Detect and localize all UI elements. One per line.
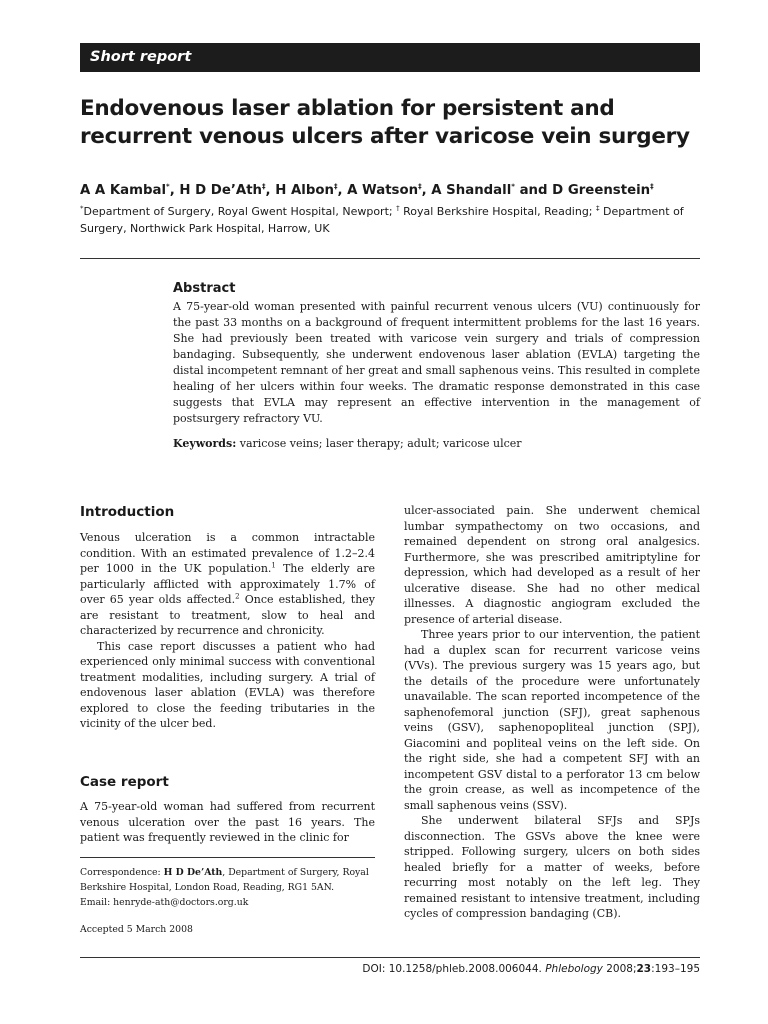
- journal-name: Phlebology: [545, 963, 603, 975]
- keywords-label: Keywords:: [173, 437, 237, 450]
- title-line-1: Endovenous laser ablation for persistent and: [80, 96, 615, 121]
- abstract-heading: Abstract: [173, 281, 236, 296]
- title-line-2: recurrent venous ulcers after varicose vein surgery: [80, 124, 690, 149]
- affiliation-mark: ‡: [596, 204, 600, 213]
- case-report-paragraph: A 75-year-old woman had suffered from recurrent venous ulceration over the past 16 years. The patient was frequently reviewed in the clinic for: [80, 800, 375, 844]
- affiliation-mark: ‡: [333, 182, 338, 191]
- citation-footer: [362, 962, 700, 977]
- author-name: , H Albon: [265, 183, 334, 198]
- affiliation-text: Department of Surgery, Northwick Park Hospital, Harrow, UK: [80, 205, 684, 235]
- author-list: [80, 181, 705, 201]
- section-label-banner: [80, 43, 700, 72]
- affiliation-text: Department of Surgery, Royal Gwent Hospital, Newport;: [83, 205, 397, 218]
- body-paragraph: She underwent bilateral SFJs and SPJs disconnection. The GSVs above the knee were stripped. Following surgery, ulcers on both sides healed briefly for a matter of weeks, before recurring most notably on the left leg. They remained resistant to intensive treatment, including cycles of compression bandaging (CB).: [404, 814, 700, 920]
- author-name: , A Shandall: [421, 183, 512, 198]
- author-name: , A Watson: [337, 183, 419, 198]
- case-report-heading: Case report: [80, 774, 169, 790]
- affiliation-mark: ‡: [418, 182, 422, 191]
- header-divider: [80, 258, 700, 259]
- text-run: Once established, they are resistant to treatment, slow to heal and characterized by recurrence and chronicity.: [80, 593, 376, 637]
- article-title: [80, 95, 705, 151]
- abstract-block: [173, 279, 700, 427]
- affiliation-mark: *: [511, 182, 515, 191]
- correspondence: [80, 865, 380, 910]
- author-name: and D Greenstein: [514, 183, 651, 198]
- affiliation-mark: ‡: [650, 182, 654, 191]
- abstract-text: A 75-year-old woman presented with painful recurrent venous ulcers (VU) continuously for the past 33 months on a background of frequent intermittent problems for the last 16 years. She had previously been treated with varicose vein surgery and trials of compression bandaging. Subsequently, she underwent endovenous laser ablation (EVLA) targeting the distal incompetent remnant of her great and small saphenous veins. This resulted in complete healing of her ulcers within four weeks. The dramatic response demonstrated in this case suggests that EVLA may represent an effective intervention in the management of postsurgery refractory VU.: [173, 300, 700, 425]
- affiliation-mark: *: [166, 182, 170, 191]
- keywords: [173, 436, 700, 452]
- introduction-paragraph: [80, 530, 375, 639]
- journal-pages: :193–195: [651, 963, 700, 975]
- footnote-divider: [80, 857, 375, 858]
- body-paragraph: Three years prior to our intervention, the patient had a duplex scan for recurrent varicose veins (VVs). The previous surgery was 15 years ago, but the details of the procedure were unfortunately unavailable. The scan reported incompetence of the saphenofemoral junction (SFJ), great saphenous veins (GSV), saphenopopliteal junction (SPJ), Giacomini and popliteal veins on the left side. On the right side, she had a competent SFJ with an incompetent GSV distal to a perforator 13 cm below the groin crease, as well as incompetence of the small saphenous veins (SSV).: [404, 628, 700, 812]
- correspondence-name: H D De’Ath: [163, 867, 223, 878]
- citation-ref: 2: [235, 592, 240, 601]
- introduction-body: [80, 530, 375, 732]
- right-column-body: [404, 503, 700, 922]
- author-name: A A Kambal: [80, 183, 167, 198]
- affiliation-text: Royal Berkshire Hospital, Reading;: [399, 205, 597, 218]
- author-name: , H D De’Ath: [169, 183, 263, 198]
- case-report-body: [80, 799, 375, 846]
- affiliation-mark: †: [396, 204, 400, 213]
- introduction-heading: Introduction: [80, 504, 175, 520]
- section-label: Short report: [90, 49, 192, 65]
- correspondence-address: , Department of Surgery, Royal Berkshire Hospital, London Road, Reading, RG1 5AN.: [80, 867, 369, 893]
- accepted-date: Accepted 5 March 2008: [80, 924, 193, 935]
- journal-year: 2008;: [602, 963, 637, 975]
- correspondence-label: Correspondence:: [80, 867, 164, 878]
- doi-text: DOI: 10.1258/phleb.2008.006044.: [362, 963, 546, 975]
- affiliation-mark: *: [80, 204, 84, 213]
- footer-divider: [80, 957, 700, 958]
- text-run: The elderly are particularly afflicted with approximately 1.7% of over 65 year olds affected.: [80, 562, 375, 606]
- affiliation-mark: ‡: [262, 182, 266, 191]
- affiliations: [80, 203, 705, 237]
- citation-ref: 1: [271, 561, 276, 570]
- introduction-paragraph: This case report discusses a patient who had experienced only minimal success with conventional treatment modalities, including surgery. A trial of endovenous laser ablation (EVLA) was therefore explored to close the feeding tributaries in the vicinity of the ulcer bed.: [80, 639, 375, 730]
- correspondence-email: Email: henryde-ath@doctors.org.uk: [80, 897, 249, 908]
- body-paragraph: ulcer-associated pain. She underwent chemical lumbar sympathectomy on two occasions, and remained dependent on strong oral analgesics. Furthermore, she was prescribed amitriptyline for depression, which had developed as a result of her ulcerative disease. She had no other medical illnesses. A diagnostic angiogram excluded the presence of arterial disease.: [404, 504, 700, 626]
- keywords-text: varicose veins; laser therapy; adult; varicose ulcer: [236, 437, 522, 450]
- text-run: Venous ulceration is a common intractable condition. With an estimated prevalence of 1.2–2.4 per 1000 in the UK population.: [80, 531, 375, 575]
- journal-volume: 23: [636, 963, 652, 975]
